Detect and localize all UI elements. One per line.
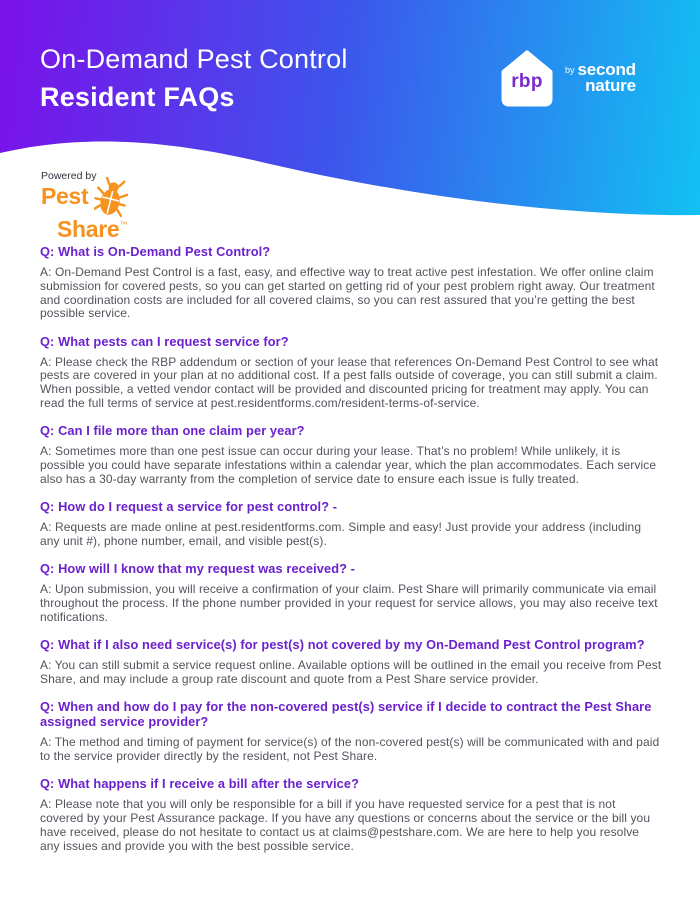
faq-answer: A: The method and timing of payment for service(s) of the non-covered pest(s) will be communicated with and paid to the service provider directly by the resident, not Pest Share. — [40, 735, 660, 763]
faq-question: Q: When and how do I pay for the non-covered pest(s) service if I decide to contract the Pest Share assigned service provider? — [40, 698, 652, 730]
faq-item — [40, 699, 662, 764]
faq-question: Q: What happens if I receive a bill after the service? — [40, 776, 360, 792]
faq-question: Q: What is On-Demand Pest Control? — [40, 244, 271, 259]
faq-answer: A: You can still submit a service request online. Available options will be outlined in the email you receive from Pest Share, and may include a group rate discount and quote from a Pest Share service provider. — [40, 657, 662, 686]
page-title-line2: Resident FAQs — [40, 82, 235, 112]
faq-item — [40, 499, 662, 549]
faq-item — [40, 776, 662, 853]
faq-item — [40, 637, 662, 687]
faq-answer: A: On-Demand Pest Control is a fast, easy, and effective way to treat active pest infestation. We offer online claim submission for covered pests, so you can get started on getting rid of your pest problem right away. Our treatment and coordination costs are included for all covered claims, so you can rest assured that you’re getting the best possible service. — [40, 265, 655, 321]
faq-question: Q: How do I request a service for pest control? - — [40, 498, 338, 514]
faq-answer: A: Please check the RBP addendum or section of your lease that references On-Demand Pest Control to see what pests are covered in your plan at no additional cost. If a pest falls outside of coverage, you can still submit a claim. When possible, a vetted vendor contact will be provided and discounted pricing for treatment may apply. You can read the full terms of service at pest.residentforms.com/resident-terms-of-service. — [40, 354, 659, 410]
faq-question: Q: What if I also need service(s) for pest(s) not covered by my On-Demand Pest Control program? — [40, 636, 645, 652]
faq-answer: A: Sometimes more than one pest issue can occur during your lease. That’s no problem! While unlikely, it is possible you could have separate infestations within a calendar year, which the plan accommodates. Each service also has a 30-day warranty from the completion of service date to ensure each issue is fully treated. — [40, 444, 657, 486]
faq-question: Q: What pests can I request service for? — [40, 333, 289, 349]
faq-answer: A: Upon submission, you will receive a confirmation of your claim. Pest Share will primarily communicate via email throughout the process. If the phone number provided in your request for service allows, you may also receive text notifications. — [40, 582, 658, 624]
faq-list — [0, 230, 700, 853]
faq-item — [40, 334, 662, 411]
faq-question: Q: Can I file more than one claim per year? — [40, 423, 305, 439]
faq-answer: A: Requests are made online at pest.residentforms.com. Simple and easy! Just provide your address (including any unit #), phone number, email, and visible pest(s). — [40, 520, 642, 548]
faq-item — [40, 561, 662, 624]
powered-by-label: Powered by — [41, 170, 97, 182]
page-title — [40, 44, 348, 113]
faq-item — [40, 423, 662, 486]
pestshare-logo — [41, 170, 128, 241]
second-nature-line2: nature — [585, 76, 636, 95]
rbp-badge — [498, 46, 556, 110]
faq-answer: A: Please note that you will only be responsible for a bill if you have requested service for a pest that is not covered by your Pest Assurance package. If you have any questions or concerns about the service or the bill you have received, please do not hesitate to contact us at claims@pestshare.com. We are here to help you resolve any issues and provide you with the best possible service. — [40, 797, 651, 853]
pestshare-wordmark-line2: Share — [57, 216, 120, 242]
second-nature-wordmark — [565, 59, 636, 95]
bug-icon — [94, 177, 128, 219]
by-label: by — [565, 64, 575, 75]
page-title-line1: On-Demand Pest Control — [40, 44, 348, 74]
second-nature-line1: second — [577, 59, 636, 79]
faq-item — [40, 244, 662, 321]
header-banner — [0, 0, 700, 242]
trademark-symbol: ™ — [119, 220, 128, 229]
rbp-wordmark: rbp — [511, 70, 543, 92]
rbp-second-nature-logo — [498, 46, 636, 110]
faq-question: Q: How will I know that my request was received? - — [40, 560, 356, 576]
pestshare-wordmark-line1: Pest — [41, 183, 89, 209]
